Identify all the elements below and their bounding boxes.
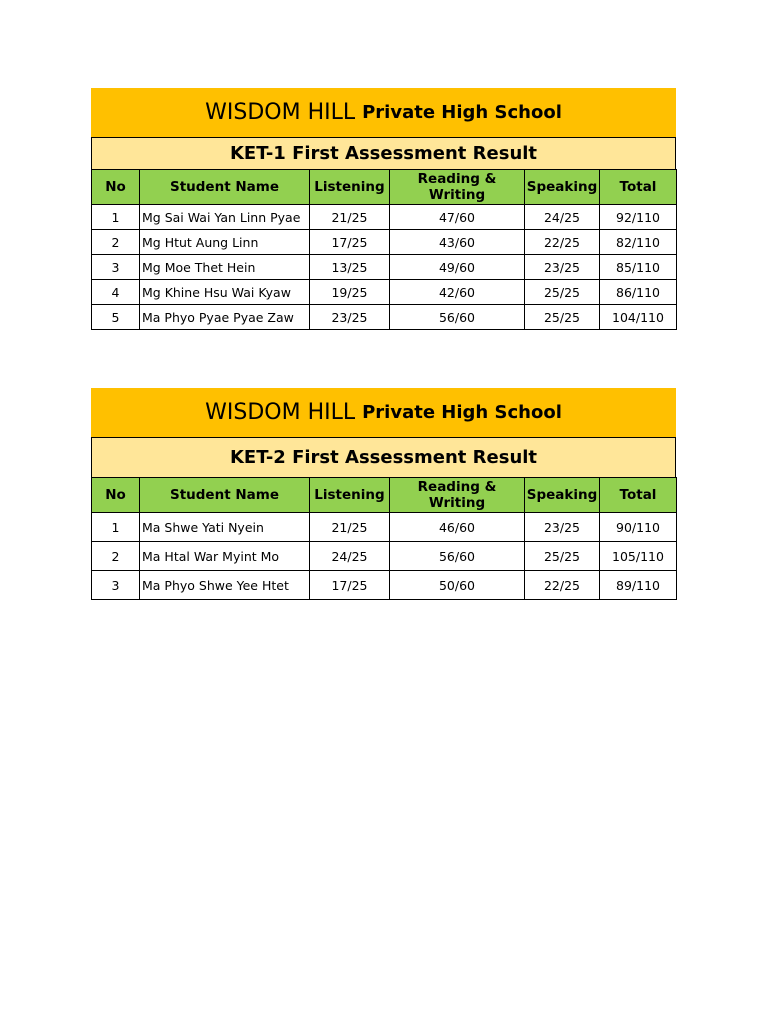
col-header-student-name: Student Name: [140, 170, 310, 205]
cell-listening: 21/25: [310, 513, 390, 542]
cell-total: 104/110: [600, 305, 677, 330]
cell-student-name: Mg Sai Wai Yan Linn Pyae: [140, 205, 310, 230]
cell-listening: 24/25: [310, 542, 390, 571]
cell-total: 92/110: [600, 205, 677, 230]
cell-reading-writing: 50/60: [390, 571, 525, 600]
table-row: [92, 571, 677, 600]
cell-reading-writing: 46/60: [390, 513, 525, 542]
school-name: WISDOM HILL: [205, 400, 356, 425]
results-table: [91, 169, 677, 330]
results-table: [91, 477, 677, 600]
cell-student-name: Ma Htal War Myint Mo: [140, 542, 310, 571]
cell-no: 3: [92, 571, 140, 600]
cell-no: 4: [92, 280, 140, 305]
col-header-no: No: [92, 478, 140, 513]
cell-no: 2: [92, 542, 140, 571]
exam-title: KET-1 First Assessment Result: [91, 137, 676, 169]
cell-total: 82/110: [600, 230, 677, 255]
cell-no: 2: [92, 230, 140, 255]
cell-speaking: 23/25: [525, 513, 600, 542]
cell-reading-writing: 42/60: [390, 280, 525, 305]
cell-total: 89/110: [600, 571, 677, 600]
col-header-reading-writing: Reading & Writing: [390, 478, 525, 513]
cell-speaking: 25/25: [525, 305, 600, 330]
cell-speaking: 23/25: [525, 255, 600, 280]
header-row: [92, 170, 677, 205]
cell-speaking: 24/25: [525, 205, 600, 230]
school-name: WISDOM HILL: [205, 100, 356, 125]
school-banner: [91, 88, 676, 137]
cell-listening: 19/25: [310, 280, 390, 305]
cell-student-name: Mg Htut Aung Linn: [140, 230, 310, 255]
col-header-student-name: Student Name: [140, 478, 310, 513]
cell-total: 90/110: [600, 513, 677, 542]
cell-no: 1: [92, 513, 140, 542]
school-banner: [91, 388, 676, 437]
cell-speaking: 22/25: [525, 230, 600, 255]
cell-student-name: Mg Khine Hsu Wai Kyaw: [140, 280, 310, 305]
cell-listening: 17/25: [310, 571, 390, 600]
cell-no: 1: [92, 205, 140, 230]
cell-student-name: Mg Moe Thet Hein: [140, 255, 310, 280]
table-row: [92, 255, 677, 280]
col-header-no: No: [92, 170, 140, 205]
col-header-speaking: Speaking: [525, 170, 600, 205]
col-header-total: Total: [600, 170, 677, 205]
cell-speaking: 25/25: [525, 542, 600, 571]
school-type: Private High School: [362, 402, 562, 423]
cell-no: 3: [92, 255, 140, 280]
cell-student-name: Ma Phyo Shwe Yee Htet: [140, 571, 310, 600]
col-header-reading-writing: Reading & Writing: [390, 170, 525, 205]
table-row: [92, 513, 677, 542]
col-header-speaking: Speaking: [525, 478, 600, 513]
cell-reading-writing: 56/60: [390, 305, 525, 330]
cell-speaking: 25/25: [525, 280, 600, 305]
cell-listening: 13/25: [310, 255, 390, 280]
table-row: [92, 280, 677, 305]
cell-reading-writing: 43/60: [390, 230, 525, 255]
cell-listening: 17/25: [310, 230, 390, 255]
table-row: [92, 542, 677, 571]
cell-student-name: Ma Phyo Pyae Pyae Zaw: [140, 305, 310, 330]
cell-no: 5: [92, 305, 140, 330]
ket2-result-block: [91, 388, 676, 600]
cell-total: 86/110: [600, 280, 677, 305]
school-type: Private High School: [362, 102, 562, 123]
cell-total: 105/110: [600, 542, 677, 571]
table-row: [92, 205, 677, 230]
cell-student-name: Ma Shwe Yati Nyein: [140, 513, 310, 542]
exam-title: KET-2 First Assessment Result: [91, 437, 676, 477]
col-header-listening: Listening: [310, 170, 390, 205]
col-header-total: Total: [600, 478, 677, 513]
header-row: [92, 478, 677, 513]
cell-speaking: 22/25: [525, 571, 600, 600]
cell-listening: 21/25: [310, 205, 390, 230]
cell-listening: 23/25: [310, 305, 390, 330]
cell-reading-writing: 56/60: [390, 542, 525, 571]
cell-reading-writing: 47/60: [390, 205, 525, 230]
table-row: [92, 230, 677, 255]
cell-total: 85/110: [600, 255, 677, 280]
ket1-result-block: [91, 88, 676, 330]
cell-reading-writing: 49/60: [390, 255, 525, 280]
table-row: [92, 305, 677, 330]
col-header-listening: Listening: [310, 478, 390, 513]
